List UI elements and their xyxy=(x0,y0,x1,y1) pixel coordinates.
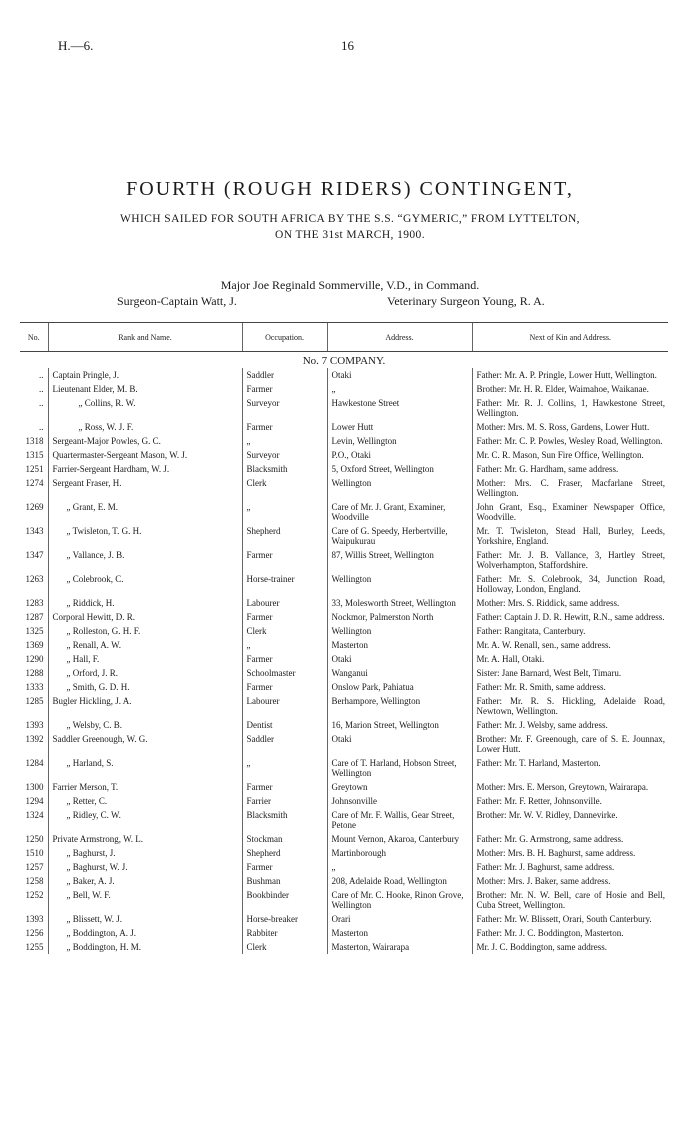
service-number-cell: 1290 xyxy=(25,654,44,664)
table-row xyxy=(20,500,668,524)
next-of-kin-cell: Mr. T. Twisleton, Stead Hall, Burley, Leeds, Yorkshire, England. xyxy=(472,524,668,548)
occupation-cell: Clerk xyxy=(242,476,327,500)
occupation-cell: Rabbiter xyxy=(242,926,327,940)
table-row xyxy=(20,888,668,912)
address-cell: Hawkestone Street xyxy=(327,396,472,420)
service-number-cell: 1325 xyxy=(25,626,44,636)
rank-and-name-cell: „ Bell, W. F. xyxy=(48,888,242,912)
service-number-cell: 1392 xyxy=(25,734,44,744)
next-of-kin-cell: Sister: Jane Barnard, West Belt, Timaru. xyxy=(472,666,668,680)
address-cell: Martinborough xyxy=(327,846,472,860)
address-cell: 5, Oxford Street, Wellington xyxy=(327,462,472,476)
table-row xyxy=(20,638,668,652)
next-of-kin-cell: Father: Mr. R. J. Collins, 1, Hawkestone Street, Wellington. xyxy=(472,396,668,420)
rank-and-name-cell: „ Harland, S. xyxy=(48,756,242,780)
rank-and-name-cell: Farrier Merson, T. xyxy=(48,780,242,794)
column-header-rank: Rank and Name. xyxy=(48,323,242,352)
next-of-kin-cell: John Grant, Esq., Examiner Newspaper Office, Woodville. xyxy=(472,500,668,524)
service-number-cell: 1333 xyxy=(25,682,44,692)
next-of-kin-cell: Father: Mr. J. Baghurst, same address. xyxy=(472,860,668,874)
service-number-cell: 1324 xyxy=(25,810,44,820)
table-row xyxy=(20,912,668,926)
next-of-kin-cell: Father: Mr. S. Colebrook, 34, Junction Road, Holloway, London, England. xyxy=(472,572,668,596)
table-header-row xyxy=(20,323,668,352)
table-row xyxy=(20,524,668,548)
rank-and-name-cell: „ Riddick, H. xyxy=(48,596,242,610)
next-of-kin-cell: Father: Mr. C. P. Powles, Wesley Road, Wellington. xyxy=(472,434,668,448)
table-row xyxy=(20,694,668,718)
rank-and-name-cell: Bugler Hickling, J. A. xyxy=(48,694,242,718)
table-row xyxy=(20,476,668,500)
address-cell: Care of Mr. J. Grant, Examiner, Woodville xyxy=(327,500,472,524)
table-row xyxy=(20,846,668,860)
address-cell: Masterton xyxy=(327,638,472,652)
address-cell: 16, Marion Street, Wellington xyxy=(327,718,472,732)
rank-and-name-cell: „ Vallance, J. B. xyxy=(48,548,242,572)
next-of-kin-cell: Father: Mr. J. B. Vallance, 3, Hartley Street, Wolverhampton, Staffordshire. xyxy=(472,548,668,572)
occupation-cell: Saddler xyxy=(242,368,327,382)
subtitle-line-2: ON THE 31st MARCH, 1900. xyxy=(275,229,425,241)
company-heading: No. 7 COMPANY. xyxy=(302,355,386,367)
rank-and-name-cell: „ Colebrook, C. xyxy=(48,572,242,596)
next-of-kin-cell: Mr. A. W. Renall, sen., same address. xyxy=(472,638,668,652)
table-row xyxy=(20,756,668,780)
address-cell: Care of Mr. C. Hooke, Rinon Grove, Wellington xyxy=(327,888,472,912)
subtitle xyxy=(40,211,660,243)
next-of-kin-cell: Father: Mr. R. S. Hickling, Adelaide Road, Newtown, Wellington. xyxy=(472,694,668,718)
table-row xyxy=(20,596,668,610)
occupation-cell: Labourer xyxy=(242,596,327,610)
table-row xyxy=(20,732,668,756)
service-number-cell: 1255 xyxy=(25,942,44,952)
address-cell: Care of G. Speedy, Herbertville, Waipukurau xyxy=(327,524,472,548)
page-title: FOURTH (ROUGH RIDERS) CONTINGENT, xyxy=(126,178,574,200)
service-number-cell: 1274 xyxy=(25,478,44,488)
table-row xyxy=(20,874,668,888)
table-row xyxy=(20,382,668,396)
subtitle-line-1: WHICH SAILED FOR SOUTH AFRICA BY THE S.S. “GYMERIC,” FROM LYTTELTON, xyxy=(120,213,580,225)
table-row xyxy=(20,926,668,940)
service-number-cell: 1252 xyxy=(25,890,44,900)
occupation-cell: Bookbinder xyxy=(242,888,327,912)
occupation-cell: Blacksmith xyxy=(242,462,327,476)
address-cell: Care of Mr. F. Wallis, Gear Street, Petone xyxy=(327,808,472,832)
occupation-cell: Farmer xyxy=(242,610,327,624)
next-of-kin-cell: Mother: Mrs. E. Merson, Greytown, Wairarapa. xyxy=(472,780,668,794)
service-number-cell: 1257 xyxy=(25,862,44,872)
next-of-kin-cell: Father: Rangitata, Canterbury. xyxy=(472,624,668,638)
table-row xyxy=(20,832,668,846)
table-row xyxy=(20,448,668,462)
table-row xyxy=(20,652,668,666)
next-of-kin-cell: Father: Mr. A. P. Pringle, Lower Hutt, Wellington. xyxy=(472,368,668,382)
rank-and-name-cell: „ Ross, W. J. F. xyxy=(48,420,242,434)
rank-and-name-cell: Corporal Hewitt, D. R. xyxy=(48,610,242,624)
address-cell: Greytown xyxy=(327,780,472,794)
service-number-cell: 1287 xyxy=(25,612,44,622)
rank-and-name-cell: Quartermaster-Sergeant Mason, W. J. xyxy=(48,448,242,462)
table-row xyxy=(20,572,668,596)
service-number-cell: 1393 xyxy=(25,720,44,730)
next-of-kin-cell: Mother: Mrs. C. Fraser, Macfarlane Street, Wellington. xyxy=(472,476,668,500)
service-number-cell: 1251 xyxy=(25,464,44,474)
table-row xyxy=(20,434,668,448)
next-of-kin-cell: Mr. J. C. Boddington, same address. xyxy=(472,940,668,954)
occupation-cell: Clerk xyxy=(242,940,327,954)
next-of-kin-cell: Mother: Mrs. J. Baker, same address. xyxy=(472,874,668,888)
next-of-kin-cell: Mr. C. R. Mason, Sun Fire Office, Wellington. xyxy=(472,448,668,462)
rank-and-name-cell: „ Rolleston, G. H. F. xyxy=(48,624,242,638)
next-of-kin-cell: Father: Mr. G. Hardham, same address. xyxy=(472,462,668,476)
table-row xyxy=(20,624,668,638)
service-number-cell: 1284 xyxy=(25,758,44,768)
occupation-cell: Farmer xyxy=(242,548,327,572)
address-cell: Care of T. Harland, Hobson Street, Wellington xyxy=(327,756,472,780)
service-number-cell: 1315 xyxy=(25,450,44,460)
service-number-cell: 1369 xyxy=(25,640,44,650)
rank-and-name-cell: Saddler Greenough, W. G. xyxy=(48,732,242,756)
table-row xyxy=(20,420,668,434)
address-cell: „ xyxy=(327,382,472,396)
service-number-cell: 1343 xyxy=(25,526,44,536)
next-of-kin-cell: Father: Captain J. D. R. Hewitt, R.N., same address. xyxy=(472,610,668,624)
address-cell: Wellington xyxy=(327,624,472,638)
table-row xyxy=(20,940,668,954)
address-cell: Wellington xyxy=(327,476,472,500)
rank-and-name-cell: „ Collins, R. W. xyxy=(48,396,242,420)
occupation-cell: „ xyxy=(242,638,327,652)
table-row xyxy=(20,680,668,694)
next-of-kin-cell: Father: Mr. W. Blissett, Orari, South Canterbury. xyxy=(472,912,668,926)
column-header-address: Address. xyxy=(327,323,472,352)
rank-and-name-cell: „ Hall, F. xyxy=(48,652,242,666)
address-cell: Onslow Park, Pahiatua xyxy=(327,680,472,694)
column-header-occupation: Occupation. xyxy=(242,323,327,352)
next-of-kin-cell: Father: Mr. J. Welsby, same address. xyxy=(472,718,668,732)
next-of-kin-cell: Mother: Mrs. B. H. Baghurst, same address. xyxy=(472,846,668,860)
next-of-kin-cell: Father: Mr. G. Armstrong, same address. xyxy=(472,832,668,846)
service-number-cell: 1285 xyxy=(25,696,44,706)
table-row xyxy=(20,794,668,808)
occupation-cell: „ xyxy=(242,756,327,780)
next-of-kin-cell: Father: Mr. T. Harland, Masterton. xyxy=(472,756,668,780)
rank-and-name-cell: Private Armstrong, W. L. xyxy=(48,832,242,846)
service-number-cell: .. xyxy=(39,398,44,408)
address-cell: Berhampore, Wellington xyxy=(327,694,472,718)
service-number-cell: 1300 xyxy=(25,782,44,792)
address-cell: Masterton, Wairarapa xyxy=(327,940,472,954)
next-of-kin-cell: Father: Mr. R. Smith, same address. xyxy=(472,680,668,694)
table-row xyxy=(20,548,668,572)
page-number: 16 xyxy=(341,38,354,53)
address-cell: Masterton xyxy=(327,926,472,940)
occupation-cell: Surveyor xyxy=(242,448,327,462)
service-number-cell: 1347 xyxy=(25,550,44,560)
medical-officers-line xyxy=(0,294,700,310)
next-of-kin-cell: Brother: Mr. W. V. Ridley, Dannevirke. xyxy=(472,808,668,832)
service-number-cell: 1258 xyxy=(25,876,44,886)
occupation-cell: Farmer xyxy=(242,652,327,666)
table-row xyxy=(20,462,668,476)
occupation-cell: Farmer xyxy=(242,780,327,794)
next-of-kin-cell: Father: Mr. F. Retter, Johnsonville. xyxy=(472,794,668,808)
surgeon-officer: Surgeon-Captain Watt, J. xyxy=(117,294,237,308)
address-cell: Otaki xyxy=(327,368,472,382)
rank-and-name-cell: „ Boddington, H. M. xyxy=(48,940,242,954)
service-number-cell: 1269 xyxy=(25,502,44,512)
occupation-cell: Farmer xyxy=(242,860,327,874)
service-number-cell: 1250 xyxy=(25,834,44,844)
rank-and-name-cell: Captain Pringle, J. xyxy=(48,368,242,382)
rank-and-name-cell: Sergeant Fraser, H. xyxy=(48,476,242,500)
veterinary-officer: Veterinary Surgeon Young, R. A. xyxy=(387,294,545,308)
company-heading-row xyxy=(20,352,668,369)
address-cell: Mount Vernon, Akaroa, Canterbury xyxy=(327,832,472,846)
address-cell: P.O., Otaki xyxy=(327,448,472,462)
address-cell: 33, Molesworth Street, Wellington xyxy=(327,596,472,610)
occupation-cell: Farmer xyxy=(242,420,327,434)
rank-and-name-cell: „ Grant, E. M. xyxy=(48,500,242,524)
roster-table xyxy=(20,322,668,954)
officers-block xyxy=(0,278,700,310)
service-number-cell: .. xyxy=(39,384,44,394)
next-of-kin-cell: Mother: Mrs. M. S. Ross, Gardens, Lower Hutt. xyxy=(472,420,668,434)
occupation-cell: Horse-breaker xyxy=(242,912,327,926)
table-row xyxy=(20,780,668,794)
address-cell: Orari xyxy=(327,912,472,926)
next-of-kin-cell: Brother: Mr. F. Greenough, care of S. E. Jounnax, Lower Hutt. xyxy=(472,732,668,756)
service-number-cell: 1318 xyxy=(25,436,44,446)
service-number-cell: 1263 xyxy=(25,574,44,584)
occupation-cell: Clerk xyxy=(242,624,327,638)
document-code: H.—6. xyxy=(58,38,94,53)
rank-and-name-cell: Lieutenant Elder, M. B. xyxy=(48,382,242,396)
occupation-cell: Farmer xyxy=(242,382,327,396)
service-number-cell: 1283 xyxy=(25,598,44,608)
table-row xyxy=(20,718,668,732)
service-number-cell: 1510 xyxy=(25,848,44,858)
next-of-kin-cell: Mr. A. Hall, Otaki. xyxy=(472,652,668,666)
next-of-kin-cell: Father: Mr. J. C. Boddington, Masterton. xyxy=(472,926,668,940)
address-cell: 208, Adelaide Road, Wellington xyxy=(327,874,472,888)
occupation-cell: Surveyor xyxy=(242,396,327,420)
service-number-cell: .. xyxy=(39,422,44,432)
commander-line: Major Joe Reginald Sommerville, V.D., in Command. xyxy=(220,278,480,292)
rank-and-name-cell: „ Blissett, W. J. xyxy=(48,912,242,926)
occupation-cell: Dentist xyxy=(242,718,327,732)
table-row xyxy=(20,860,668,874)
address-cell: Levin, Wellington xyxy=(327,434,472,448)
table-row xyxy=(20,396,668,420)
table-row xyxy=(20,610,668,624)
address-cell: Otaki xyxy=(327,732,472,756)
service-number-cell: 1288 xyxy=(25,668,44,678)
address-cell: Wellington xyxy=(327,572,472,596)
rank-and-name-cell: „ Baker, A. J. xyxy=(48,874,242,888)
rank-and-name-cell: „ Ridley, C. W. xyxy=(48,808,242,832)
rank-and-name-cell: „ Baghurst, W. J. xyxy=(48,860,242,874)
address-cell: 87, Willis Street, Wellington xyxy=(327,548,472,572)
occupation-cell: Farrier xyxy=(242,794,327,808)
table-row xyxy=(20,368,668,382)
table-row xyxy=(20,808,668,832)
address-cell: „ xyxy=(327,860,472,874)
rank-and-name-cell: „ Smith, G. D. H. xyxy=(48,680,242,694)
address-cell: Nockmor, Palmerston North xyxy=(327,610,472,624)
service-number-cell: 1294 xyxy=(25,796,44,806)
rank-and-name-cell: „ Baghurst, J. xyxy=(48,846,242,860)
rank-and-name-cell: „ Boddington, A. J. xyxy=(48,926,242,940)
occupation-cell: „ xyxy=(242,434,327,448)
next-of-kin-cell: Brother: Mr. N. W. Bell, care of Hosie and Bell, Cuba Street, Wellington. xyxy=(472,888,668,912)
occupation-cell: Stockman xyxy=(242,832,327,846)
address-cell: Wanganui xyxy=(327,666,472,680)
occupation-cell: Farmer xyxy=(242,680,327,694)
occupation-cell: Blacksmith xyxy=(242,808,327,832)
occupation-cell: Saddler xyxy=(242,732,327,756)
rank-and-name-cell: „ Retter, C. xyxy=(48,794,242,808)
rank-and-name-cell: „ Renall, A. W. xyxy=(48,638,242,652)
occupation-cell: Horse-trainer xyxy=(242,572,327,596)
rank-and-name-cell: „ Twisleton, T. G. H. xyxy=(48,524,242,548)
next-of-kin-cell: Mother: Mrs. S. Riddick, same address. xyxy=(472,596,668,610)
service-number-cell: 1393 xyxy=(25,914,44,924)
rank-and-name-cell: Farrier-Sergeant Hardham, W. J. xyxy=(48,462,242,476)
rank-and-name-cell: Sergeant-Major Powles, G. C. xyxy=(48,434,242,448)
occupation-cell: „ xyxy=(242,500,327,524)
address-cell: Otaki xyxy=(327,652,472,666)
column-header-no: No. xyxy=(20,323,48,352)
table-row xyxy=(20,666,668,680)
service-number-cell: .. xyxy=(39,370,44,380)
next-of-kin-cell: Brother: Mr. H. R. Elder, Waimahoe, Waikanae. xyxy=(472,382,668,396)
address-cell: Johnsonville xyxy=(327,794,472,808)
column-header-kin: Next of Kin and Address. xyxy=(472,323,668,352)
occupation-cell: Bushman xyxy=(242,874,327,888)
occupation-cell: Shepherd xyxy=(242,846,327,860)
occupation-cell: Shepherd xyxy=(242,524,327,548)
occupation-cell: Labourer xyxy=(242,694,327,718)
service-number-cell: 1256 xyxy=(25,928,44,938)
address-cell: Lower Hutt xyxy=(327,420,472,434)
rank-and-name-cell: „ Orford, J. R. xyxy=(48,666,242,680)
rank-and-name-cell: „ Welsby, C. B. xyxy=(48,718,242,732)
occupation-cell: Schoolmaster xyxy=(242,666,327,680)
